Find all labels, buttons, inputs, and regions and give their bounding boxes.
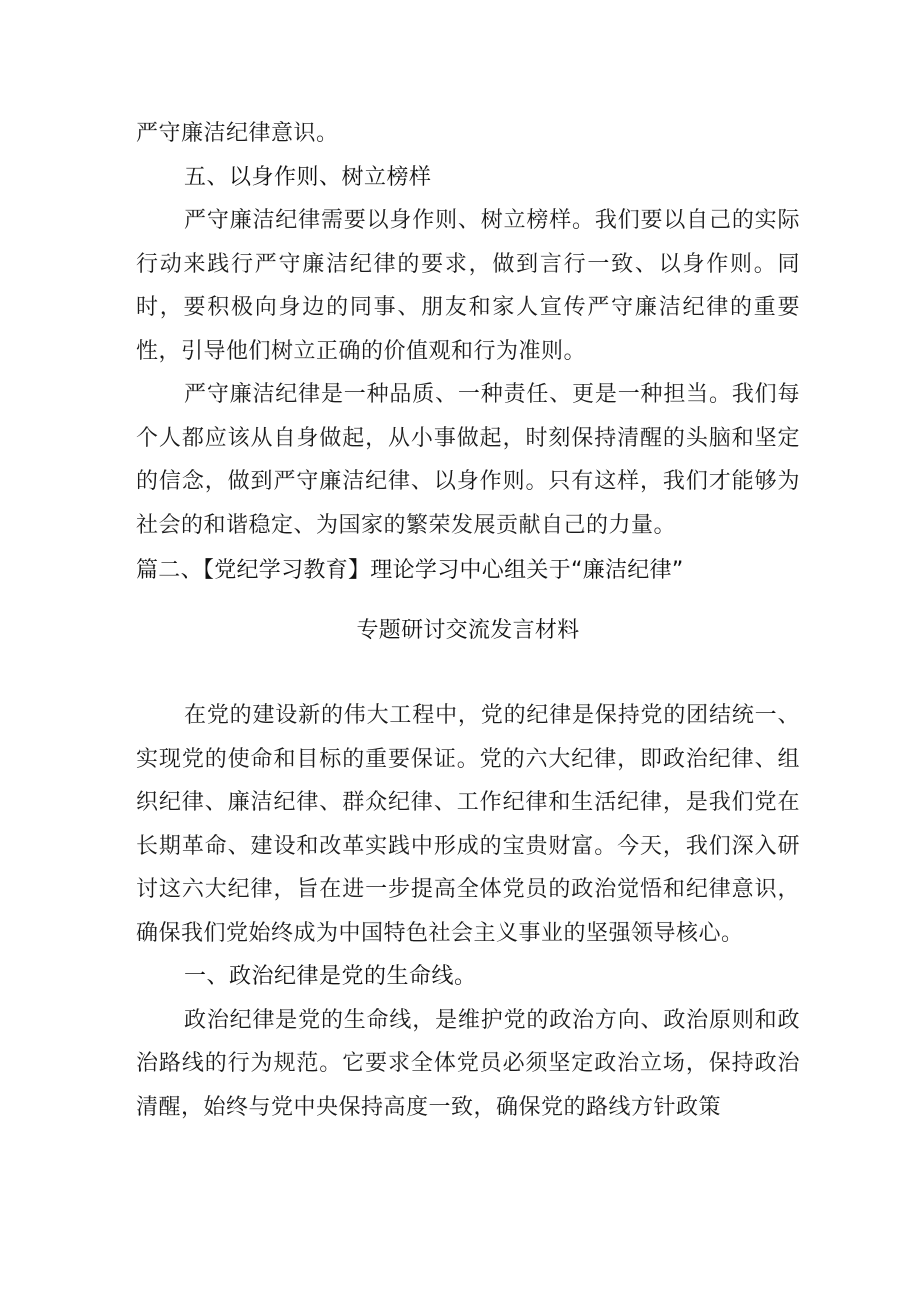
article-title-line-2: 专题研讨交流发言材料 [356,617,580,643]
section1-paragraph: 政治纪律是党的生命线，是维护党的政治方向、政治原则和政治路线的行为规范。它要求全体党员必须坚定政治立场，保持政治清醒，始终与党中央保持高度一致，确保党的路线方针政策 [136,1007,800,1120]
section-heading-5: 五、以身作则、树立榜样 [184,164,432,190]
article-intro-paragraph: 在党的建设新的伟大工程中，党的纪律是保持党的团结统一、实现党的使命和目标的重要保证。党的六大纪律，即政治纪律、组织纪律、廉洁纪律、群众纪律、工作纪律和生活纪律，是我们党在长期革命、建设和改革实践中形成的宝贵财富。今天，我们深入研讨这六大纪律，旨在进一步提高全体党员的政治觉悟和纪律意识，确保我们党始终成为中国特色社会主义事业的坚强领导核心。 [136,703,800,946]
document-body [136,112,800,1129]
continuation-text: 严守廉洁纪律意识。 [136,121,339,146]
section5-paragraph-2: 严守廉洁纪律是一种品质、一种责任、更是一种担当。我们每个人都应该从自身做起，从小事做起，时刻保持清醒的头脑和坚定的信念，做到严守廉洁纪律、以身作则。只有这样，我们才能够为社会的和谐稳定、为国家的繁荣发展贡献自己的力量。 [136,382,800,538]
title-spacer [136,652,800,694]
section-heading-1: 一、政治纪律是党的生命线。 [184,964,477,989]
article-title-line-1: 篇二、【党纪学习教育】理论学习中心组关于“廉洁纪律” [136,558,684,583]
section5-paragraph-1: 严守廉洁纪律需要以身作则、树立榜样。我们要以自己的实际行动来践行严守廉洁纪律的要求，做到言行一致、以身作则。同时，要积极向身边的同事、朋友和家人宣传严守廉洁纪律的重要性，引导他们树立正确的价值观和行为准则。 [136,208,800,364]
